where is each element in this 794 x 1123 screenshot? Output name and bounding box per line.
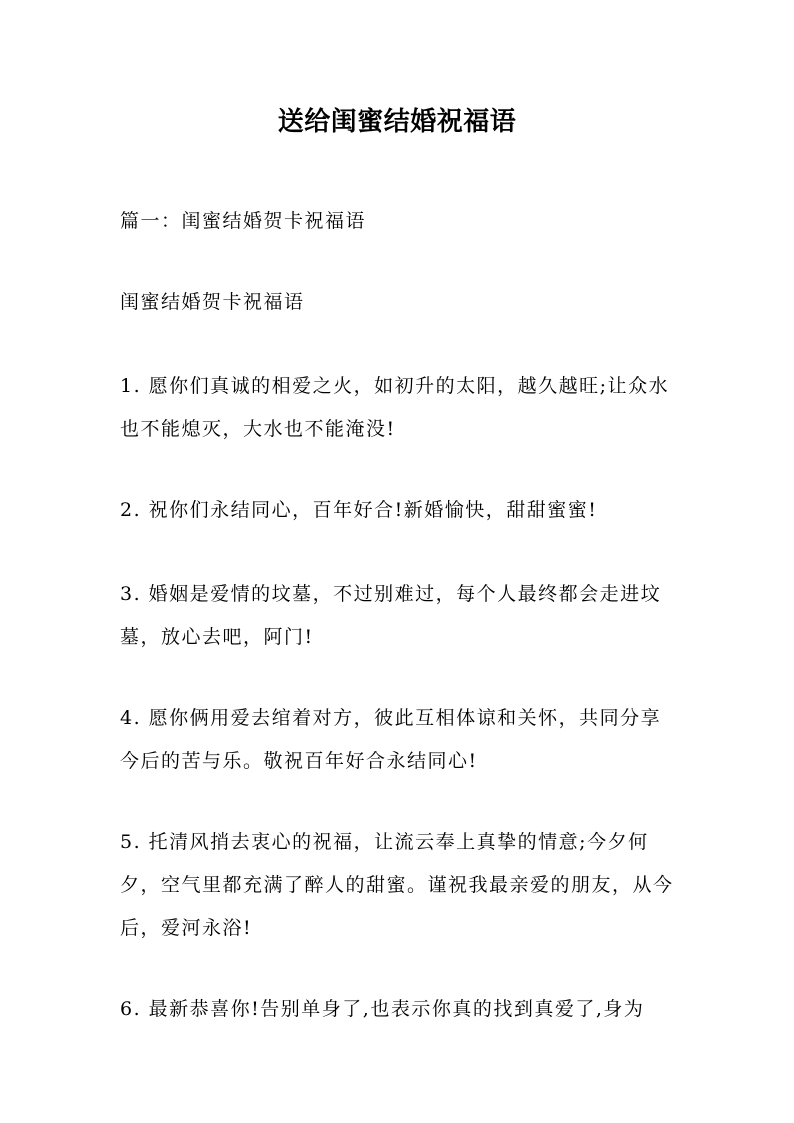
subheading: 闺蜜结婚贺卡祝福语	[120, 291, 305, 313]
paragraph: 5. 托清风捎去衷心的祝福，让流云奉上真挚的情意;今夕何夕，空气里都充满了醉人的甜蜜。谨祝我最亲爱的朋友，从今后，爱河永浴!	[120, 831, 674, 939]
paragraph: 4. 愿你俩用爱去绾着对方，彼此互相体谅和关怀，共同分享今后的苦与乐。敬祝百年好合永结同心!	[120, 707, 662, 772]
paragraph: 3. 婚姻是爱情的坟墓，不过别难过，每个人最终都会走进坟墓，放心去吧，阿门!	[120, 583, 662, 648]
paragraph: 6. 最新恭喜你!告别单身了,也表示你真的找到真爱了,身为	[120, 998, 645, 1020]
section-heading: 篇一：闺蜜结婚贺卡祝福语	[120, 210, 367, 232]
paragraph: 2. 祝你们永结同心，百年好合!新婚愉快，甜甜蜜蜜!	[120, 499, 598, 521]
paragraph: 1. 愿你们真诚的相爱之火，如初升的太阳，越久越旺;让众水也不能熄灭，大水也不能淹没!	[120, 375, 670, 440]
page-title: 送给闺蜜结婚祝福语	[277, 107, 517, 137]
